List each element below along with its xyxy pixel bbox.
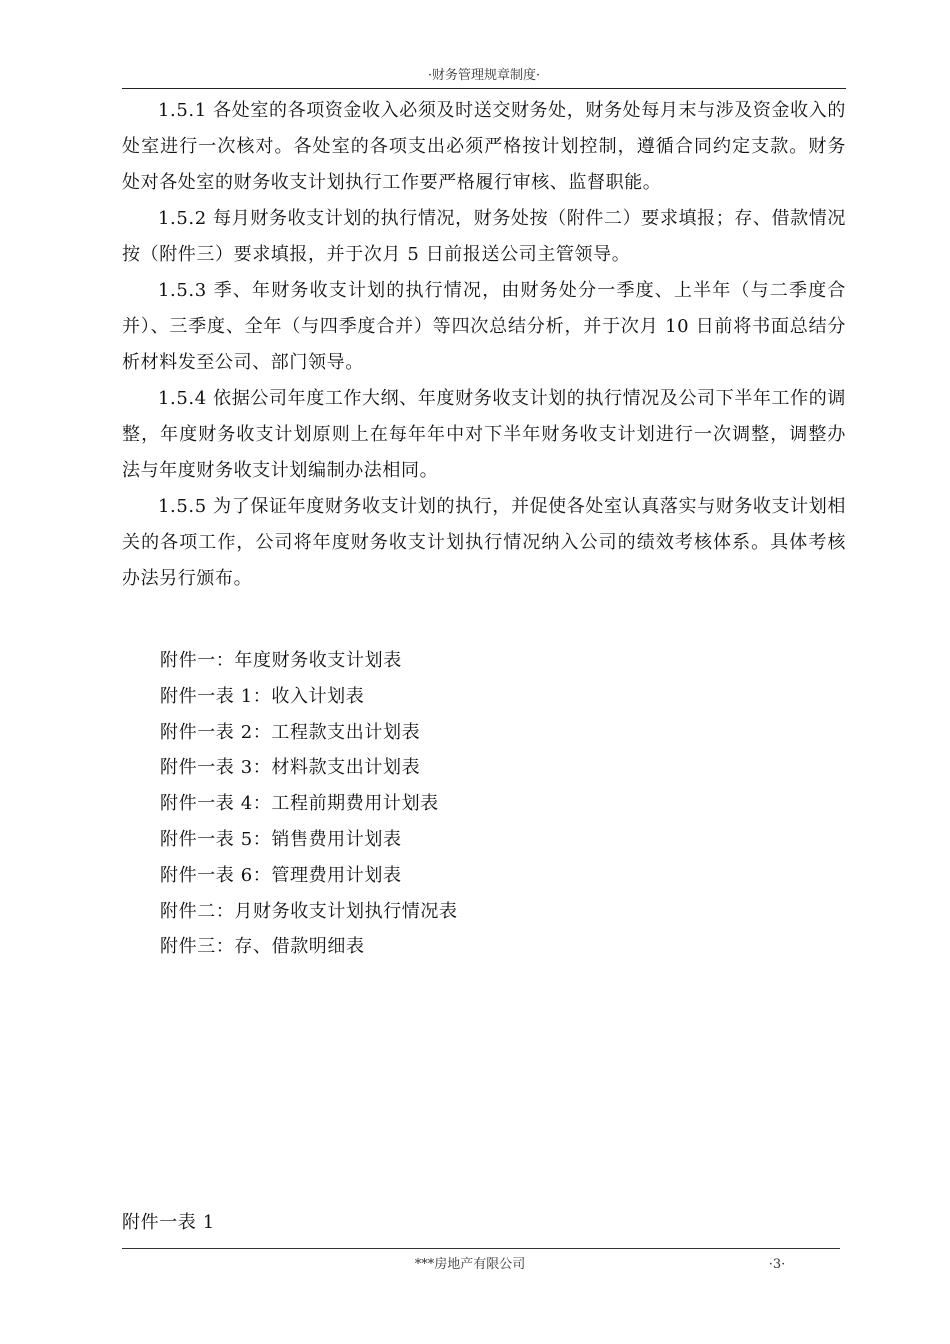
- footer-divider: [122, 1248, 840, 1249]
- page-number: ·3·: [768, 1257, 786, 1272]
- attachment-item: 附件一表 3：材料款支出计划表: [160, 757, 421, 779]
- attachment-item: 附件一表 6：管理费用计划表: [160, 864, 402, 886]
- paragraph-1-5-1: 1.5.1 各处室的各项资金收入必须及时送交财务处，财务处每月末与涉及资金收入的处室进行一次核对。各处室的各项支出必须严格按计划控制，遵循合同约定支款。财务处对各处室的财务收支计划执行工作要严格履行审核、监督职能。: [122, 100, 846, 193]
- footer-company: ***房地产有限公司: [414, 1257, 526, 1272]
- paragraph-1-5-4: 1.5.4 依据公司年度工作大纲、年度财务收支计划的执行情况及公司下半年工作的调整，年度财务收支计划原则上在每年年中对下半年财务收支计划进行一次调整，调整办法与年度财务收支计划编制办法相同。: [122, 388, 846, 481]
- attachment-item: 附件一：年度财务收支计划表: [160, 650, 402, 671]
- attachment-item: 附件一表 4：工程前期费用计划表: [160, 793, 439, 815]
- attachment-item: 附件一表 5：销售费用计划表: [160, 828, 402, 850]
- attachment-item: 附件二：月财务收支计划执行情况表: [160, 900, 458, 922]
- body-text: [122, 93, 846, 597]
- attachment-item: 附件三：存、借款明细表: [160, 936, 365, 958]
- attachment-list: [160, 643, 760, 965]
- page-header: [122, 64, 846, 89]
- paragraph-1-5-5: 1.5.5 为了保证年度财务收支计划的执行，并促使各处室认真落实与财务收支计划相关的各项工作，公司将年度财务收支计划执行情况纳入公司的绩效考核体系。具体考核办法另行颁布。: [122, 496, 846, 589]
- attachment-item: 附件一表 1：收入计划表: [160, 685, 365, 707]
- header-title: ·财务管理规章制度·: [427, 68, 541, 83]
- paragraph-1-5-3: 1.5.3 季、年财务收支计划的执行情况，由财务处分一季度、上半年（与二季度合并）、三季度、全年（与四季度合并）等四次总结分析，并于次月 10 日前将书面总结分析材料发至公司、部门领导。: [122, 280, 846, 373]
- attachment-section-label: 附件一表 1: [122, 1212, 215, 1233]
- attachment-item: 附件一表 2：工程款支出计划表: [160, 721, 421, 743]
- paragraph-1-5-2: 1.5.2 每月财务收支计划的执行情况，财务处按（附件二）要求填报；存、借款情况按（附件三）要求填报，并于次月 5 日前报送公司主管领导。: [122, 208, 846, 265]
